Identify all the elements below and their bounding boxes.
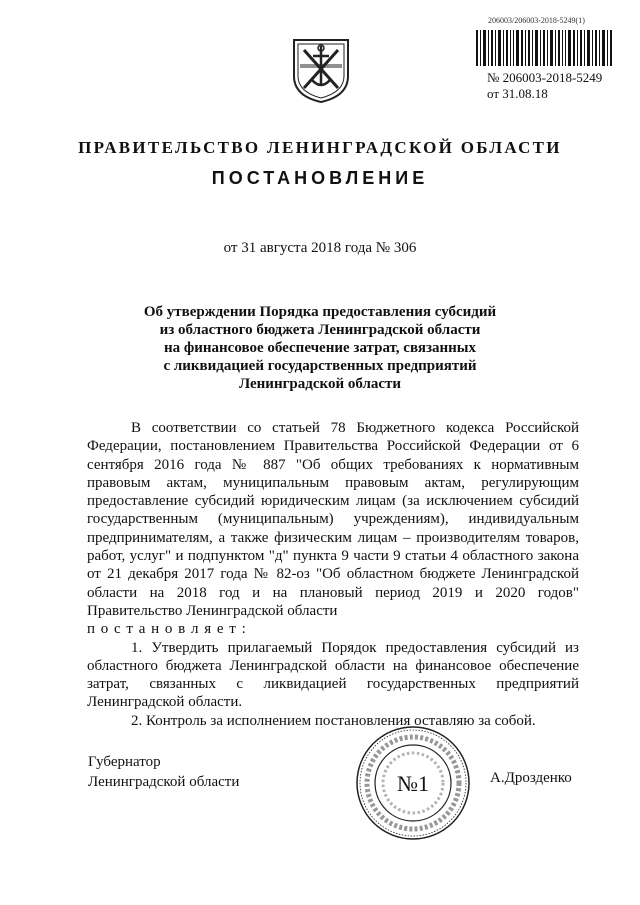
signatory-name: А.Дрозденко	[490, 770, 572, 786]
document-type-title: ПОСТАНОВЛЕНИЕ	[211, 168, 429, 188]
position-line: Ленинградской области	[88, 774, 240, 790]
decree-date-line: от 31 августа 2018 года № 306	[223, 240, 417, 256]
position-line: Губернатор	[88, 754, 161, 770]
resolves-line: п о с т а н о в л я е т :	[87, 621, 247, 638]
decree-subject	[0, 303, 640, 393]
subject-line: Ленинградской области	[238, 376, 402, 392]
official-stamp-icon	[354, 724, 472, 842]
registration-number: № 206003-2018-5249	[487, 70, 603, 85]
decree-body	[87, 419, 579, 730]
document-top-code: 206003/206003-2018-5249(1)	[488, 16, 585, 25]
stamp-number: №1	[397, 771, 429, 796]
subject-line: на финансовое обеспечение затрат, связанных	[163, 340, 476, 356]
coat-of-arms-icon	[290, 36, 352, 104]
decree-item: 1. Утвердить прилагаемый Порядок предоставления субсидий из областного бюджета Ленинградской области на финансовое обеспечение затрат, связанных с ликвидацией государственных предприятий Ленинградской области.	[87, 639, 579, 711]
preamble-paragraph: В соответствии со статьей 78 Бюджетного кодекса Российской Федерации, постановлением Правительства Российской Федерации от 6 сентября 2016 года № 887 "Об общих требованиях к нормативным правовым актам, муниципальным правовым актам, регулирующим предоставление субсидий юридическим лицам (за исключением субсидий государственным (муниципальным) учреждениям), индивидуальным предпринимателям, а также физическим лицам – производителям товаров, работ, услуг" и подпунктом "д" пункта 9 части 9 статьи 4 областного закона от 21 декабря 2017 года № 82-оз "Об областном бюджете Ленинградской области на 2018 год и на плановый период 2019 и 2020 годов" Правительство Ленинградской области	[87, 420, 579, 619]
subject-line: с ликвидацией государственных предприятий	[163, 358, 477, 374]
signatory-position	[88, 752, 239, 792]
subject-line: Об утверждении Порядка предоставления субсидий	[143, 304, 497, 320]
subject-line: из областного бюджета Ленинградской области	[159, 322, 481, 338]
decree-item: 2. Контроль за исполнением постановления оставляю за собой.	[131, 712, 536, 729]
registration-block	[487, 70, 602, 102]
government-title: ПРАВИТЕЛЬСТВО ЛЕНИНГРАДСКОЙ ОБЛАСТИ	[78, 138, 562, 157]
barcode-icon	[476, 30, 614, 66]
registration-date: от 31.08.18	[487, 86, 548, 101]
